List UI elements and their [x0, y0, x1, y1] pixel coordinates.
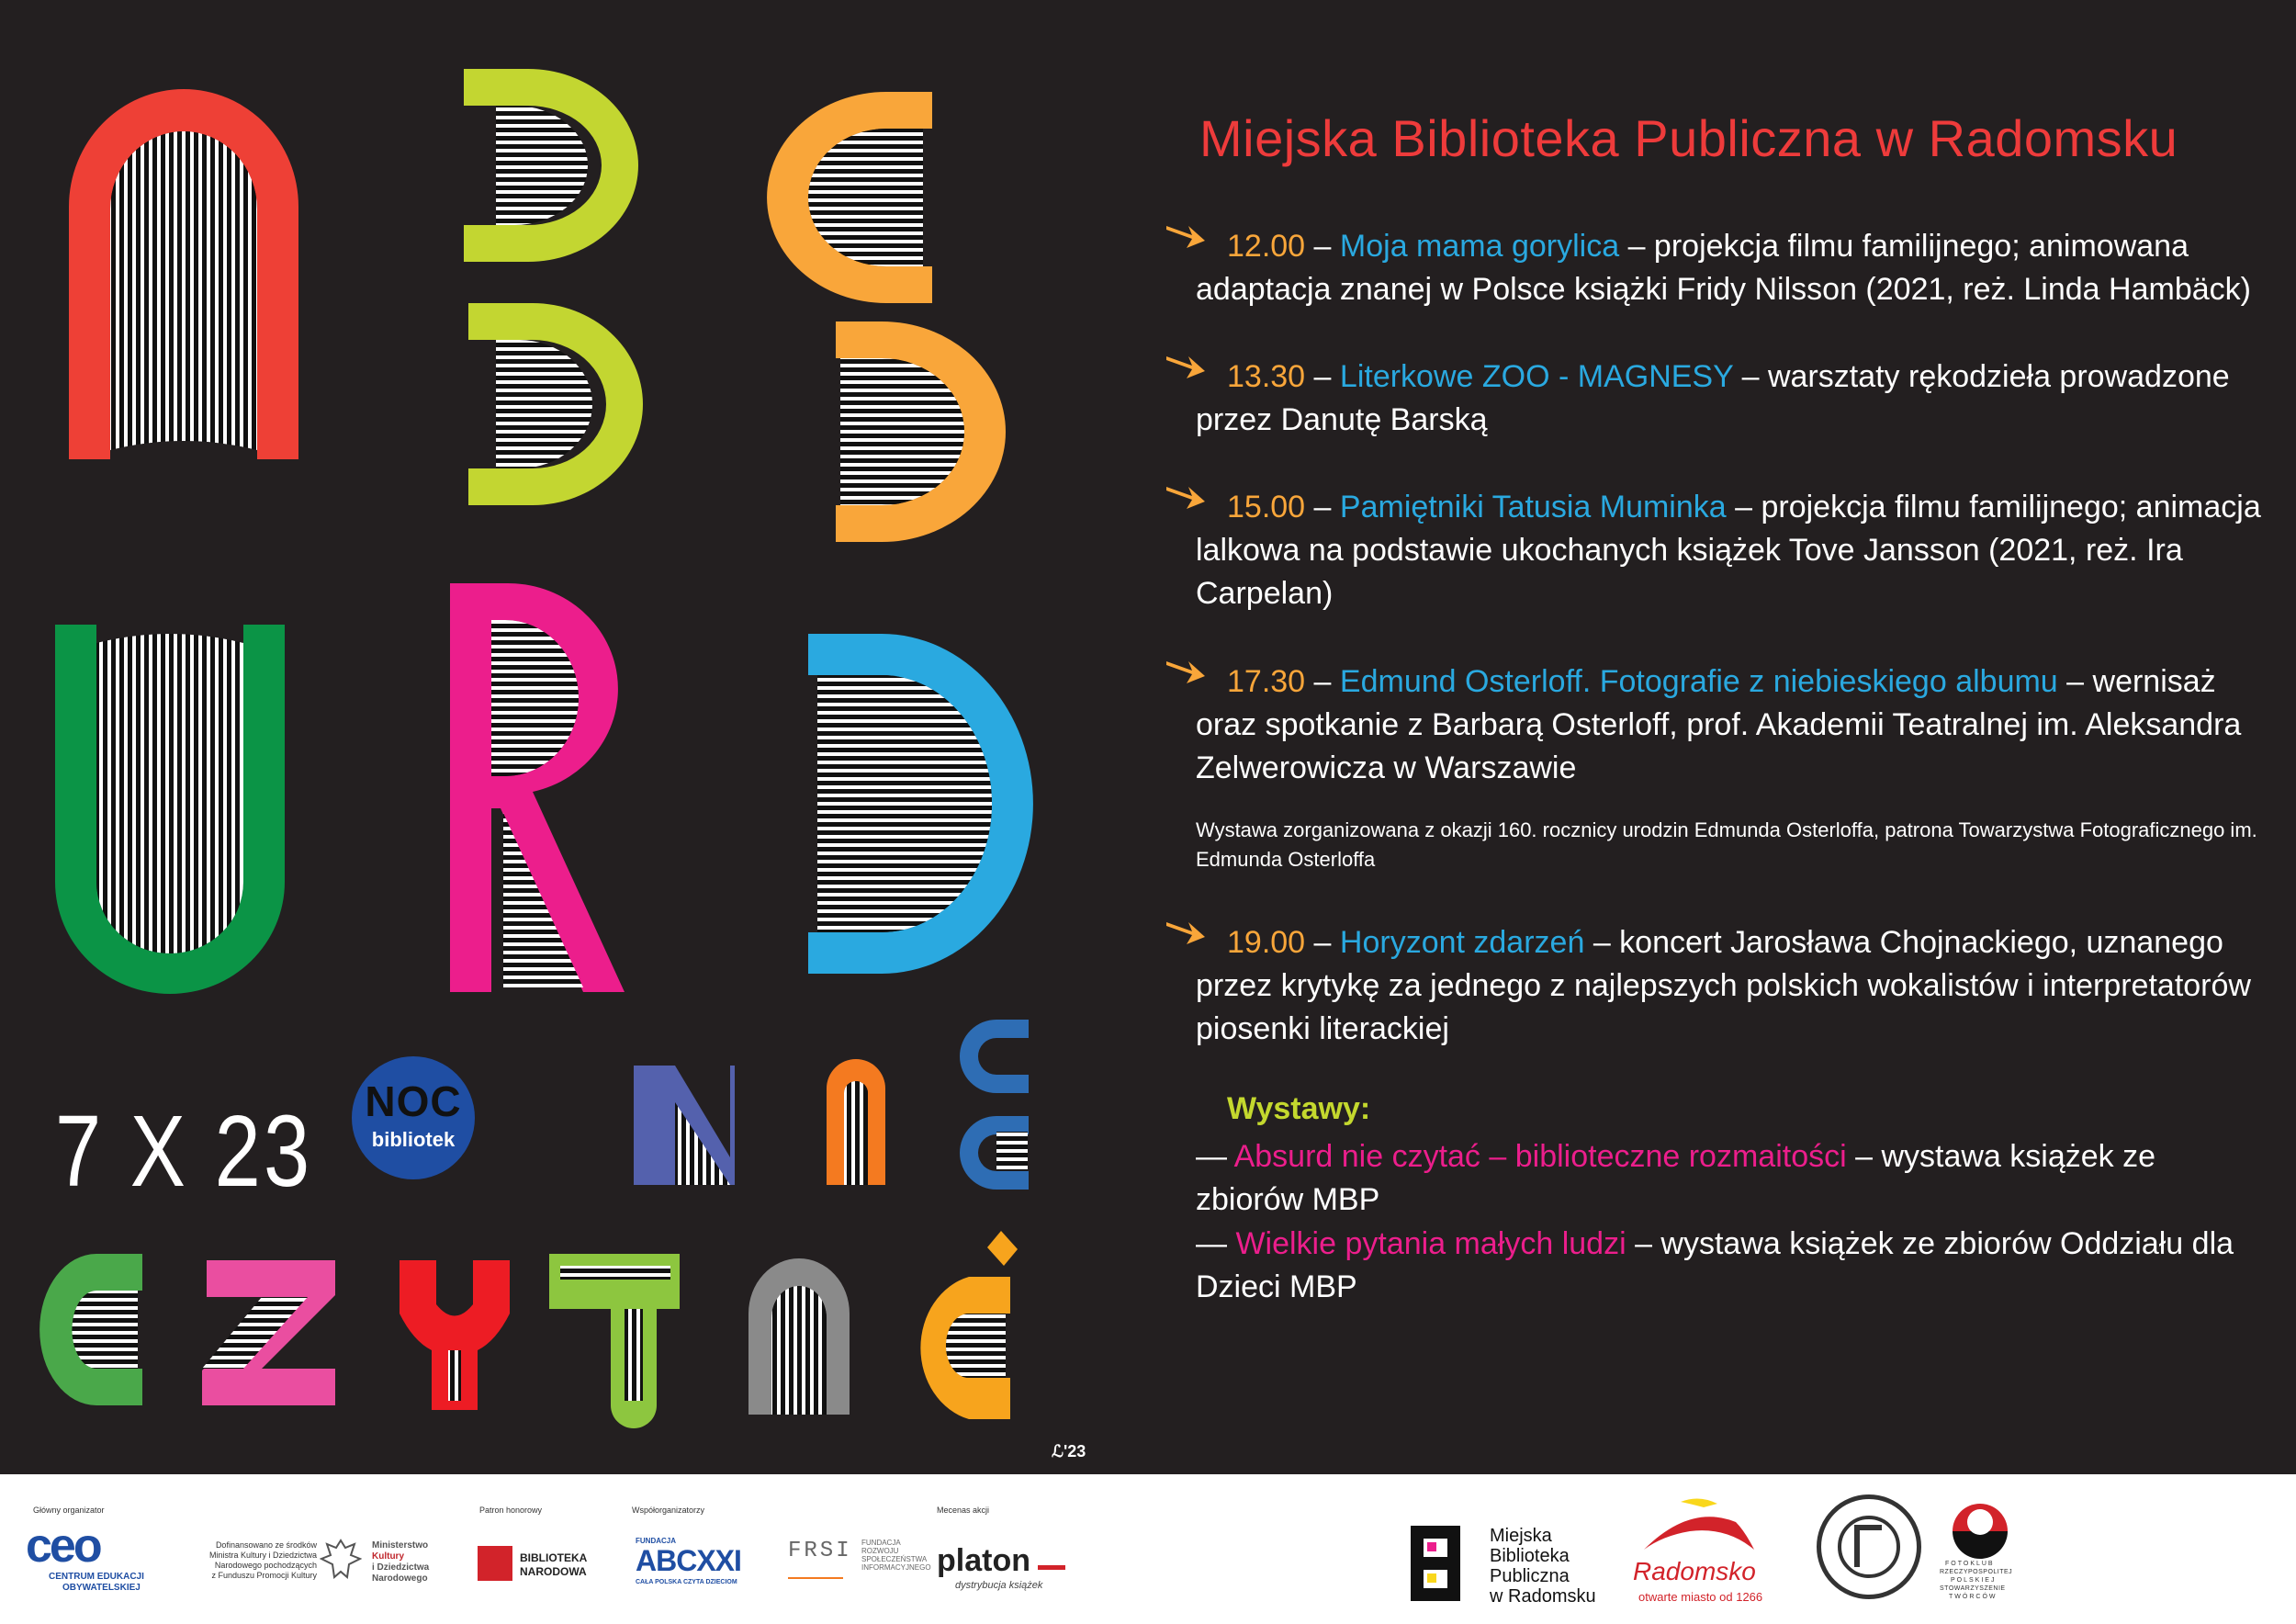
ministry-funding-text: Narodowego pochodzących: [214, 1561, 317, 1570]
letter-c-green: [39, 1254, 142, 1405]
exhibition-dash: —: [1196, 1226, 1236, 1261]
letter-r-magenta: [450, 583, 625, 992]
radomsko-logo: [1626, 1494, 1773, 1614]
eagle-emblem-icon: [320, 1537, 362, 1583]
letter-y-red: [400, 1260, 510, 1410]
exhibitions-heading: Wystawy:: [1227, 1091, 1371, 1126]
frsi-underline: [788, 1577, 843, 1579]
ministry-funding-text: Ministra Kultury i Dziedzictwa: [208, 1551, 317, 1560]
letter-d-blue: [808, 634, 1033, 974]
frsi-text: FRSI: [788, 1539, 852, 1563]
abc-sub: CAŁA POLSKA CZYTA DZIECIOM: [636, 1579, 737, 1585]
bn-emblem-icon: [478, 1546, 512, 1581]
exhibition-item: [1196, 1223, 2261, 1309]
frsi-logo: [788, 1539, 931, 1594]
letter-i-orange: [827, 1059, 885, 1185]
bn-text: NARODOWA: [520, 1565, 587, 1578]
letter-t-green: [549, 1254, 680, 1428]
label-coorganizers: Współorganizatorzy: [632, 1506, 705, 1515]
event-item: 12.00 – Moja mama gorylica – projekcja filmu familijnego; animowana adaptacja znanej w Polsce książki Fridy Nilsson (2021, reż. Linda Hambäck): [1196, 229, 2251, 307]
sponsors-footer: [0, 1474, 2296, 1624]
letter-c-acute-orange: [920, 1231, 1018, 1419]
ministry-funding-text: Dofinansowano ze środków: [215, 1540, 317, 1550]
radomsko-sub: otwarte miasto od 1266: [1638, 1590, 1763, 1604]
mbp-text: w Radomsku: [1490, 1586, 1596, 1607]
event-item: 15.00 – Pamiętniki Tatusia Muminka – projekcja filmu familijnego; animacja lalkowa na podstawie ukochanych książek Tove Jansson (2021, reż. Ira Carpelan): [1196, 490, 2261, 611]
exhibition-title: Absurd nie czytać – biblioteczne rozmaitości: [1233, 1139, 1847, 1174]
event-title: Literkowe ZOO - MAGNESY: [1339, 359, 1734, 394]
ministry-name: i Dziedzictwa: [372, 1562, 430, 1573]
ceo-logo-text: ceo: [26, 1519, 100, 1573]
abc-top: FUNDACJA: [636, 1537, 676, 1545]
noc-bibliotek-subtitle: bibliotek: [371, 1128, 456, 1151]
letter-s-orange: [767, 92, 1006, 542]
fotoklub-logo: [1940, 1494, 2032, 1623]
frsi-sub: SPOŁECZEŃSTWA: [861, 1555, 928, 1563]
mbp-text: Publiczna: [1490, 1566, 1570, 1586]
frsi-sub: INFORMACYJNEGO: [861, 1563, 931, 1572]
letters-artwork: [0, 0, 1084, 1474]
mbp-text: Miejska: [1490, 1526, 1552, 1546]
event-description: – wernisaż oraz spotkanie z Barbarą Osterloff, prof. Akademii Teatralnej im. Aleksandra Zelwerowicza w Warszawie: [1196, 664, 2242, 785]
label-mecenas: Mecenas akcji: [937, 1506, 990, 1515]
event-item: 13.30 – Literkowe ZOO - MAGNESY – warsztaty rękodzieła prowadzone przez Danutę Barską: [1196, 359, 2230, 437]
exhibition-description: – wystawa książek ze zbiorów Oddziału dla Dzieci MBP: [1196, 1226, 2234, 1304]
photo-society-monogram: [1854, 1525, 1882, 1567]
mbp-logo: [1407, 1522, 1618, 1614]
letter-z-pink: [202, 1260, 335, 1405]
frsi-sub: ROZWOJU: [861, 1547, 899, 1555]
ministry-name: Narodowego: [372, 1573, 428, 1584]
event-date: 7 X 23: [55, 1095, 313, 1208]
ceo-sub-2: OBYWATELSKIEJ: [62, 1583, 141, 1593]
mbp-emblem-icon: [1407, 1522, 1471, 1605]
radomsko-emblem-icon: [1635, 1494, 1763, 1559]
event-time: 13.30: [1227, 359, 1306, 394]
event-title: Edmund Osterloff. Fotografie z niebieskiego albumu: [1339, 664, 2058, 699]
fotoklub-text: FOTOKLUB: [1945, 1561, 1995, 1567]
ministry-name: Ministerstwo: [372, 1540, 429, 1551]
exhibition-item: [1196, 1135, 2261, 1222]
fotoklub-text: RZECZYPOSPOLITEJ: [1940, 1569, 2013, 1575]
frsi-sub: FUNDACJA: [861, 1539, 901, 1547]
radomsko-text: Radomsko: [1633, 1557, 1756, 1585]
noc-bibliotek-badge: [352, 1056, 475, 1179]
event-title: Horyzont zdarzeń: [1339, 925, 1585, 960]
fotoklub-text: POLSKIEJ: [1951, 1577, 1997, 1584]
artist-signature: ℒ'23: [1052, 1442, 1086, 1460]
exhibition-note: Wystawa zorganizowana z okazji 160. rocznicy urodzin Edmunda Osterloffa, patrona Towarzystwa Fotograficznego im. Edmunda Osterloffa: [1196, 818, 2257, 871]
ministry-name: Kultury: [372, 1551, 404, 1562]
label-patron: Patron honorowy: [479, 1506, 543, 1515]
bn-text: BIBLIOTEKA: [520, 1551, 588, 1564]
letter-e-blue: [960, 1020, 1029, 1190]
letter-a-gray: [748, 1258, 850, 1415]
platon-sub: dystrybucja książek: [955, 1580, 1043, 1591]
event-title: Pamiętniki Tatusia Muminka: [1339, 490, 1727, 524]
event-time: 12.00: [1227, 229, 1306, 264]
biblioteka-narodowa-logo: [478, 1546, 606, 1583]
ministry-funding-text: z Funduszu Promocji Kultury: [211, 1571, 317, 1580]
mbp-text: Biblioteka: [1490, 1546, 1570, 1566]
ministry-funding: [184, 1540, 459, 1605]
platon-bar: [1038, 1565, 1065, 1570]
letter-b-green: [464, 69, 643, 505]
noc-bibliotek-title: NOC: [365, 1077, 462, 1125]
event-title: Moja mama gorylica: [1339, 229, 1620, 264]
platon-text: platon: [937, 1543, 1030, 1578]
exhibition-dash: —: [1196, 1139, 1234, 1174]
event-time: 19.00: [1227, 925, 1306, 960]
ceo-logo: [26, 1518, 154, 1592]
fotoklub-text: TWÓRCÓW: [1949, 1594, 1998, 1600]
letter-a-red: [69, 89, 298, 459]
event-description: – koncert Jarosława Chojnackiego, uznanego przez krytykę za jednego z najlepszych polskich wokalistów i interpretatorów piosenki literackiej: [1196, 925, 2251, 1046]
fotoklub-emblem-icon: [1943, 1494, 2017, 1559]
letter-u-green: [55, 625, 285, 994]
label-main-organizer: Główny organizator: [33, 1506, 105, 1515]
ceo-sub-1: CENTRUM EDUKACJI: [49, 1572, 144, 1582]
event-time: 15.00: [1227, 490, 1306, 524]
platon-logo: [937, 1543, 1075, 1598]
event-time: 17.30: [1227, 664, 1306, 699]
event-item: 17.30 – Edmund Osterloff. Fotografie z niebieskiego albumu – wernisaż oraz spotkanie z Barbarą Osterloff, prof. Akademii Teatralnej im. Aleksandra Zelwerowicza w Warszawie: [1196, 664, 2242, 785]
letter-n-blue: [634, 1066, 735, 1185]
fotoklub-text: STOWARZYSZENIE: [1940, 1585, 2006, 1592]
exhibition-title: Wielkie pytania małych ludzi: [1235, 1226, 1626, 1261]
exhibition-description: – wystawa książek ze zbiorów MBP: [1196, 1139, 2156, 1217]
event-description: – projekcja filmu familijnego; animowana adaptacja znanej w Polsce książki Fridy Nilsson (2021, reż. Linda Hambäck): [1196, 229, 2251, 307]
event-description: – projekcja filmu familijnego; animacja lalkowa na podstawie ukochanych książek Tove Jansson (2021, reż. Ira Carpelan): [1196, 490, 2261, 611]
event-item: 19.00 – Horyzont zdarzeń – koncert Jarosława Chojnackiego, uznanego przez krytykę za jednego z najlepszych polskich wokalistów i interpretatorów piosenki literackiej: [1196, 925, 2251, 1046]
abcxxi-logo: [636, 1537, 764, 1592]
abc-text: ABCXXI: [636, 1544, 741, 1577]
photo-society-badge: [1817, 1494, 1921, 1599]
page-title: Miejska Biblioteka Publiczna w Radomsku: [1199, 109, 2178, 167]
event-description: – warsztaty rękodzieła prowadzone przez Danutę Barską: [1196, 359, 2230, 437]
